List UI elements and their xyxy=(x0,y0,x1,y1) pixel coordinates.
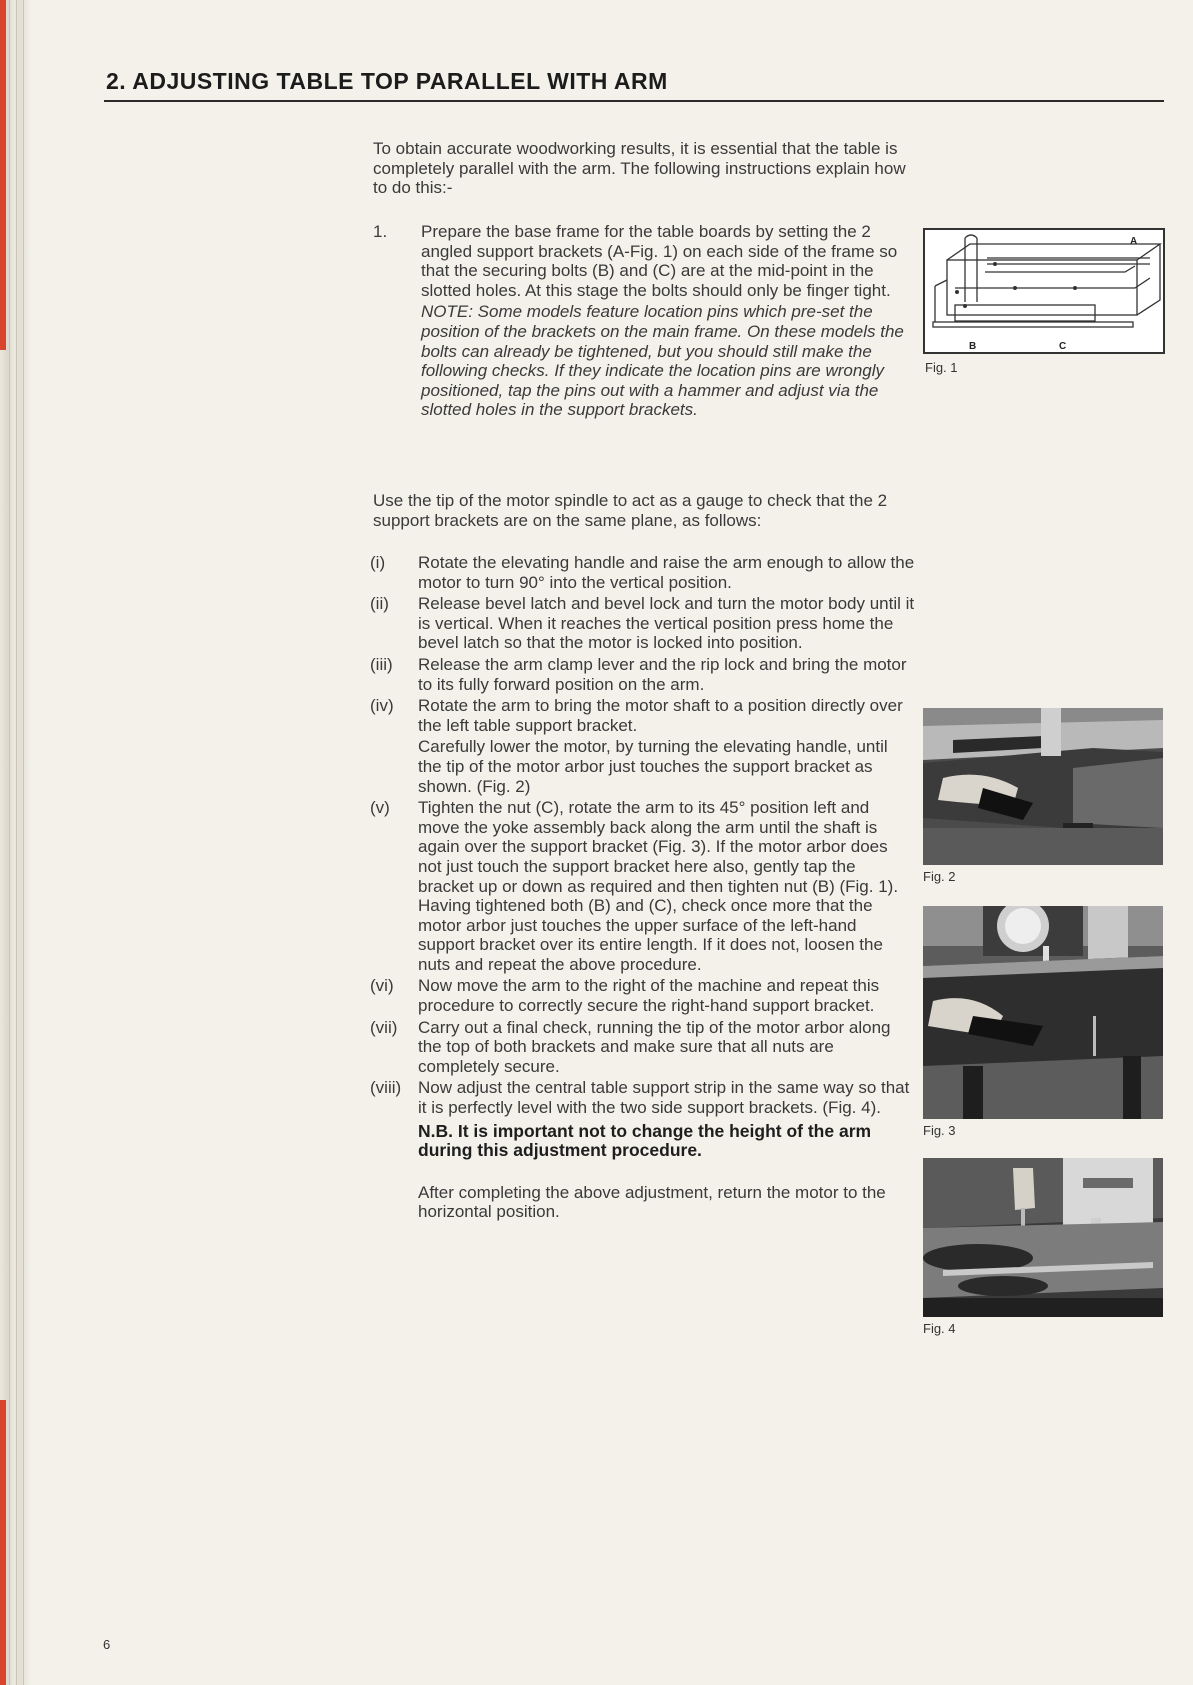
figure-3-caption: Fig. 3 xyxy=(923,1123,956,1138)
photo-illustration xyxy=(923,906,1163,1119)
figure-1-diagram xyxy=(923,228,1165,354)
step-item xyxy=(370,696,915,796)
bracket-lines xyxy=(987,258,1150,264)
step-text: Tighten the nut (C), rotate the arm to its 45° position left and move the yoke assembly back along the arm until the shaft is again over the support bracket (Fig. 3). If the motor arbor does not just touch the support bracket here also, gently tap the bracket up or down as required and then tighten nut (B) (Fig. 1). Having tightened both (B) and (C), check once more that the motor arbor just touches the upper surface of the left-hand support bracket over its entire length. If it does not, loosen the nuts and repeat the above procedure. xyxy=(418,798,899,974)
binding-line xyxy=(16,0,17,1685)
intro-paragraph: To obtain accurate woodworking results, it is essential that the table is completely parallel with the arm. The following instructions explain how to do this:- xyxy=(373,139,906,198)
support-bracket xyxy=(985,266,1135,272)
figure-2-caption: Fig. 2 xyxy=(923,869,956,884)
step-subtext: Carefully lower the motor, by turning the elevating handle, until the tip of the motor arbor just touches the support bracket as shown. (Fig. 2) xyxy=(418,737,888,796)
binding-red-tab xyxy=(0,0,6,350)
step-1 xyxy=(373,222,913,420)
step-item xyxy=(370,553,915,592)
step-number: (iv) xyxy=(370,696,394,716)
step-text: Now adjust the central table support strip in the same way so that it is perfectly level with the two side support brackets. (Fig. 4). xyxy=(418,1078,910,1118)
page-binding-edge xyxy=(0,0,30,1685)
step-list xyxy=(370,553,915,1222)
base-plate xyxy=(933,322,1133,327)
bolt-icon xyxy=(1073,286,1077,290)
step-number: (i) xyxy=(370,553,386,572)
figure-2-photo xyxy=(923,708,1163,865)
nameplate-icon xyxy=(1083,1178,1133,1188)
step-item xyxy=(370,976,915,1015)
photo-illustration xyxy=(923,708,1163,865)
step-item xyxy=(370,1018,915,1077)
binding-line xyxy=(23,0,24,1685)
step-text: Rotate the elevating handle and raise the arm enough to allow the motor to turn 90° into the vertical position. xyxy=(418,553,915,592)
figure-1-caption: Fig. 1 xyxy=(925,360,958,375)
figure-4-photo xyxy=(923,1158,1163,1317)
photo-illustration xyxy=(923,1158,1163,1317)
step-item xyxy=(370,655,915,694)
column-shape xyxy=(965,235,977,302)
label-a: A xyxy=(1130,236,1138,247)
page-number: 6 xyxy=(103,1637,111,1652)
step-text: Prepare the base frame for the table boards by setting the 2 angled support brackets (A-Fig. 1) on each side of the frame so that the securing bolts (B) and (C) are at the mid-point in the slotted holes. At this stage the bolts should only be finger tight. xyxy=(421,222,898,300)
step-note: NOTE: Some models feature location pins which pre-set the position of the brackets on the main frame. On these models the bolts can already be tightened, but you should still make the following checks. If they indicate the location pins are wrongly positioned, tap the pins out with a hammer and adjust via the slotted holes in the support brackets. xyxy=(421,302,904,420)
step-text: Rotate the arm to bring the motor shaft to a position directly over the left table support bracket. xyxy=(418,696,903,735)
bolt-icon xyxy=(1013,286,1017,290)
gauge-paragraph: Use the tip of the motor spindle to act as a gauge to check that the 2 support brackets are on the same plane, as follows: xyxy=(373,491,888,530)
label-c: C xyxy=(1059,341,1067,352)
step-item xyxy=(370,1078,915,1160)
figure-4-caption: Fig. 4 xyxy=(923,1321,956,1336)
step-number: (vi) xyxy=(370,976,394,996)
step-text: Carry out a final check, running the tip of the motor arbor along the top of both brackets and make sure that all nuts are completely secure. xyxy=(418,1017,891,1076)
bolt-icon xyxy=(963,304,967,308)
binding-red-tab xyxy=(0,1400,6,1685)
step-number: (v) xyxy=(370,798,390,818)
step-number: (vii) xyxy=(370,1017,398,1037)
step-item xyxy=(370,594,915,653)
step-text: Now move the arm to the right of the machine and repeat this procedure to correctly secure the right-hand support bracket. xyxy=(418,976,880,1016)
step-number: 1. xyxy=(373,222,388,241)
important-note: N.B. It is important not to change the height of the arm during this adjustment procedure. xyxy=(418,1120,872,1161)
page-title: 2. ADJUSTING TABLE TOP PARALLEL WITH ARM xyxy=(106,68,668,94)
base-rail xyxy=(955,305,1095,321)
label-b: B xyxy=(969,341,977,352)
step-text: Release bevel latch and bevel lock and turn the motor body until it is vertical. When it reaches the vertical position press home the bevel latch so that the motor is locked into position. xyxy=(418,594,915,653)
binding-line xyxy=(9,0,10,1685)
lower-rail xyxy=(955,278,1150,288)
frame-bracket-diagram xyxy=(925,230,1163,352)
step-number: (iii) xyxy=(370,654,393,674)
leg-shape xyxy=(935,280,947,322)
closing-paragraph: After completing the above adjustment, return the motor to the horizontal position. xyxy=(418,1182,886,1222)
figure-3-photo xyxy=(923,906,1163,1119)
step-number: (ii) xyxy=(370,594,389,614)
bolt-icon xyxy=(955,290,959,294)
title-rule xyxy=(104,100,1164,102)
step-number: (viii) xyxy=(370,1078,402,1098)
step-text: Release the arm clamp lever and the rip lock and bring the motor to its fully forward position on the arm. xyxy=(418,654,907,694)
bolt-icon xyxy=(993,262,997,266)
step-item xyxy=(370,798,915,974)
